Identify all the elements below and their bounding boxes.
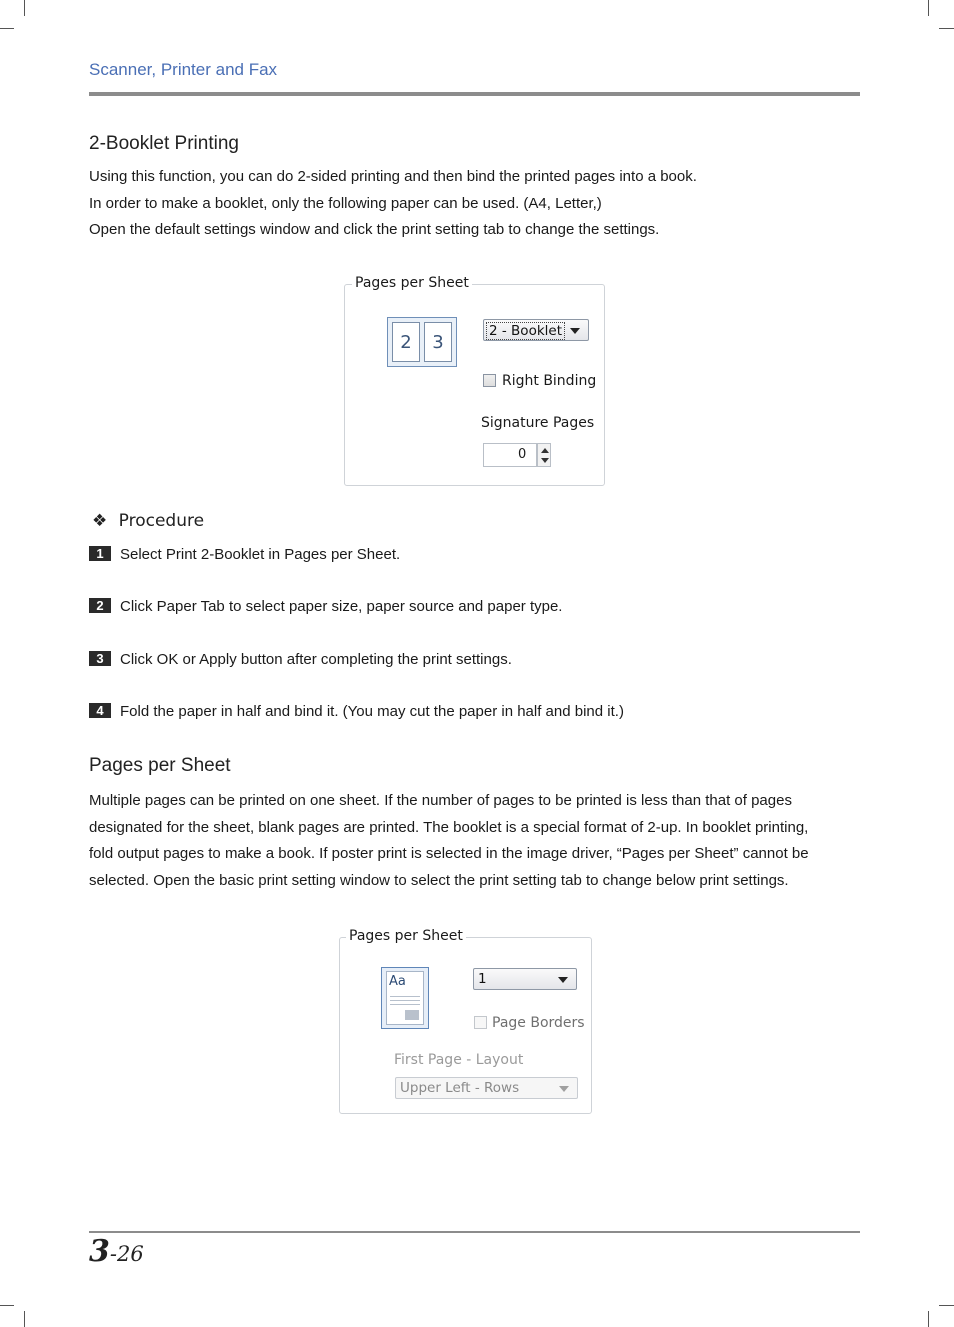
- pages-per-sheet-select-2[interactable]: [473, 968, 577, 990]
- chevron-down-icon: [570, 328, 580, 334]
- page-suffix: -26: [109, 1242, 144, 1266]
- pages-per-sheet-groupbox: [344, 275, 605, 486]
- booklet-intro: [89, 164, 859, 244]
- crop-mark: [0, 1305, 14, 1306]
- first-page-layout-select[interactable]: [395, 1077, 578, 1099]
- signature-pages-label: Signature Pages: [481, 415, 595, 431]
- procedure-step: [89, 598, 562, 615]
- step-text: Click Paper Tab to select paper size, paper source and paper type.: [120, 598, 563, 615]
- chevron-down-icon: [558, 977, 568, 983]
- procedure-heading: [92, 511, 204, 531]
- crop-mark: [939, 1305, 954, 1306]
- step-number-badge: 3: [89, 651, 111, 666]
- paragraph-line: Using this function, you can do 2-sided printing and then bind the printed pages into a book.: [89, 168, 697, 185]
- select-value: 2 - Booklet: [486, 322, 565, 340]
- preview-page-left: 2: [392, 322, 420, 362]
- section-title-booklet: 2-Booklet Printing: [89, 133, 239, 154]
- stepper-value: 0: [518, 447, 527, 462]
- preview-page-right: 3: [424, 322, 452, 362]
- select-value: Upper Left - Rows: [400, 1080, 520, 1096]
- footer-rule: [89, 1231, 860, 1233]
- procedure-title: Procedure: [118, 511, 205, 531]
- paragraph-line: selected. Open the basic print setting window to select the print setting tab to change below print settings.: [89, 871, 789, 889]
- crop-mark: [939, 28, 954, 29]
- procedure-step: [89, 703, 624, 720]
- first-page-layout-label: First Page - Layout: [394, 1052, 524, 1068]
- paragraph-line: In order to make a booklet, only the following paper can be used. (A4, Letter,): [89, 194, 602, 212]
- pages-per-sheet-groupbox-2: [339, 928, 592, 1114]
- crop-mark: [928, 0, 929, 16]
- select-value: 1: [478, 971, 487, 987]
- chapter-number: 3: [89, 1234, 110, 1269]
- pages-per-sheet-select[interactable]: [483, 319, 589, 341]
- crop-mark: [24, 1311, 25, 1327]
- right-binding-label: Right Binding: [502, 373, 597, 389]
- procedure-step: [89, 651, 512, 668]
- step-text: Select Print 2-Booklet in Pages per Sheet.: [120, 546, 401, 563]
- crop-mark: [24, 0, 25, 16]
- crop-mark: [928, 1311, 929, 1327]
- right-binding-checkbox[interactable]: [483, 374, 496, 387]
- page-number: [89, 1234, 144, 1269]
- page-borders-checkbox[interactable]: [474, 1016, 487, 1029]
- page-borders-label: Page Borders: [492, 1015, 585, 1031]
- step-number-badge: 1: [89, 546, 111, 561]
- section-title-pages-per-sheet: Pages per Sheet: [89, 755, 231, 776]
- running-header: Scanner, Printer and Fax: [89, 60, 278, 79]
- crop-mark: [0, 28, 14, 29]
- groupbox-legend: Pages per Sheet: [352, 275, 472, 291]
- chevron-down-icon[interactable]: [541, 458, 549, 463]
- groupbox-legend: Pages per Sheet: [346, 928, 466, 944]
- diamond-bullet-icon: ❖: [92, 511, 108, 531]
- step-number-badge: 2: [89, 598, 111, 613]
- header-rule: [89, 92, 860, 96]
- paragraph-line: Open the default settings window and click the print setting tab to change the settings.: [89, 221, 660, 238]
- booklet-preview-icon: [387, 317, 457, 367]
- stepper-buttons[interactable]: [537, 443, 551, 467]
- page-preview-icon: [381, 967, 429, 1029]
- procedure-step: [89, 546, 400, 563]
- chevron-down-icon: [559, 1086, 569, 1092]
- signature-pages-stepper[interactable]: [483, 443, 537, 467]
- step-text: Click OK or Apply button after completing the print settings.: [120, 651, 512, 668]
- pages-per-sheet-description: [89, 788, 859, 894]
- paragraph-line: Multiple pages can be printed on one sheet. If the number of pages to be printed is less than that of pages: [89, 792, 792, 809]
- preview-sample-text: Aa: [389, 974, 406, 989]
- step-text: Fold the paper in half and bind it. (You may cut the paper in half and bind it.): [120, 703, 624, 720]
- step-number-badge: 4: [89, 703, 111, 718]
- chevron-up-icon[interactable]: [541, 448, 549, 453]
- paragraph-line: fold output pages to make a book. If poster print is selected in the image driver, “Pages per Sheet” cannot be: [89, 845, 809, 862]
- paragraph-line: designated for the sheet, blank pages are printed. The booklet is a special format of 2-up. In booklet printing,: [89, 818, 809, 836]
